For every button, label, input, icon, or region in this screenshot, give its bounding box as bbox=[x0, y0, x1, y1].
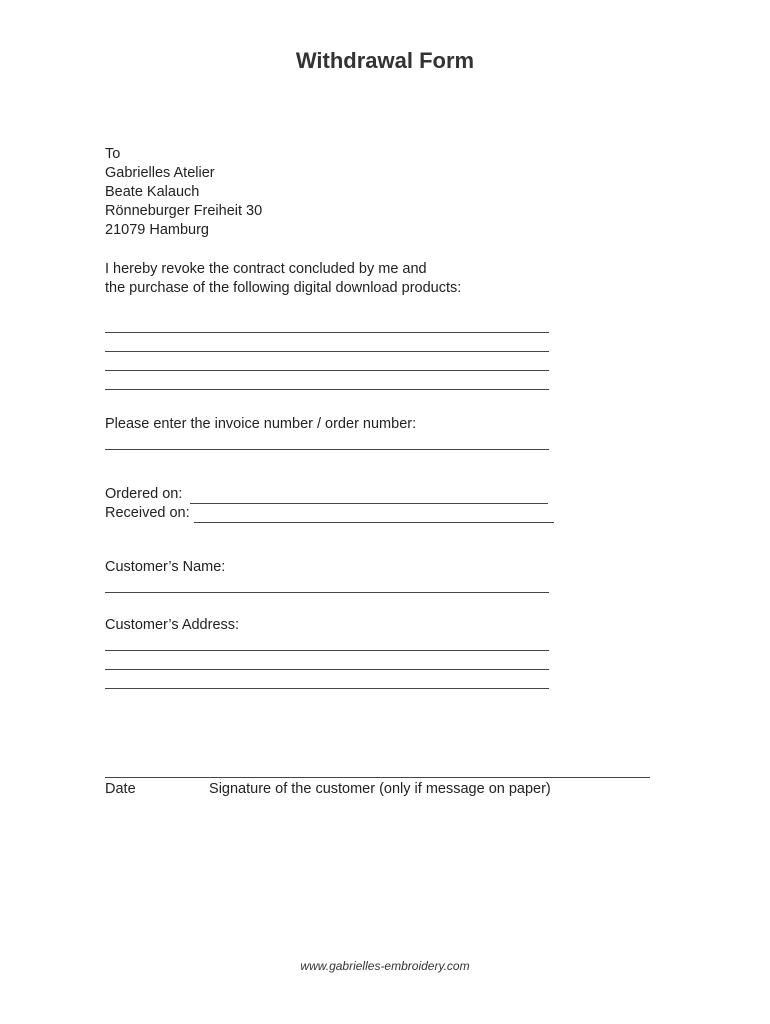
product-line-4[interactable] bbox=[105, 371, 549, 390]
ordered-on-line[interactable] bbox=[190, 488, 548, 504]
customer-address-line-3[interactable] bbox=[105, 670, 549, 689]
invoice-label: Please enter the invoice number / order number: bbox=[105, 416, 417, 432]
product-line-2[interactable] bbox=[105, 333, 549, 352]
revocation-statement bbox=[105, 260, 461, 298]
recipient-name: Beate Kalauch bbox=[105, 184, 200, 200]
products-fill-lines bbox=[105, 314, 549, 390]
customer-address-line-2[interactable] bbox=[105, 651, 549, 670]
ordered-on-label: Ordered on: bbox=[105, 486, 183, 502]
customer-address-line-1[interactable] bbox=[105, 635, 549, 651]
signature-labels bbox=[105, 781, 551, 797]
statement-line-1: I hereby revoke the contract concluded by me and bbox=[105, 261, 427, 277]
received-on-line[interactable] bbox=[194, 507, 554, 523]
product-line-1[interactable] bbox=[105, 314, 549, 333]
statement-line-2: the purchase of the following digital download products: bbox=[105, 280, 462, 296]
signature-label: Signature of the customer (only if message on paper) bbox=[209, 781, 551, 797]
customer-name-label: Customer’s Name: bbox=[105, 559, 226, 575]
recipient-city: 21079 Hamburg bbox=[105, 222, 209, 238]
signature-line[interactable] bbox=[105, 762, 650, 778]
recipient-street: Rönneburger Freiheit 30 bbox=[105, 203, 263, 219]
received-on-label: Received on: bbox=[105, 505, 190, 521]
customer-name-line[interactable] bbox=[105, 577, 549, 593]
customer-address-section bbox=[105, 616, 549, 689]
dates-section bbox=[105, 485, 554, 523]
form-title: Withdrawal Form bbox=[295, 48, 475, 73]
customer-address-label: Customer’s Address: bbox=[105, 617, 240, 633]
invoice-section bbox=[105, 415, 549, 450]
date-label: Date bbox=[105, 781, 136, 797]
ordered-on-row bbox=[105, 485, 554, 504]
recipient-address bbox=[105, 145, 262, 240]
recipient-to: To bbox=[105, 146, 121, 162]
recipient-company: Gabrielles Atelier bbox=[105, 165, 215, 181]
product-line-3[interactable] bbox=[105, 352, 549, 371]
received-on-row bbox=[105, 504, 554, 523]
footer-website: www.gabrielles-embroidery.com bbox=[300, 959, 470, 973]
customer-name-section bbox=[105, 558, 549, 593]
invoice-number-line[interactable] bbox=[105, 434, 549, 450]
